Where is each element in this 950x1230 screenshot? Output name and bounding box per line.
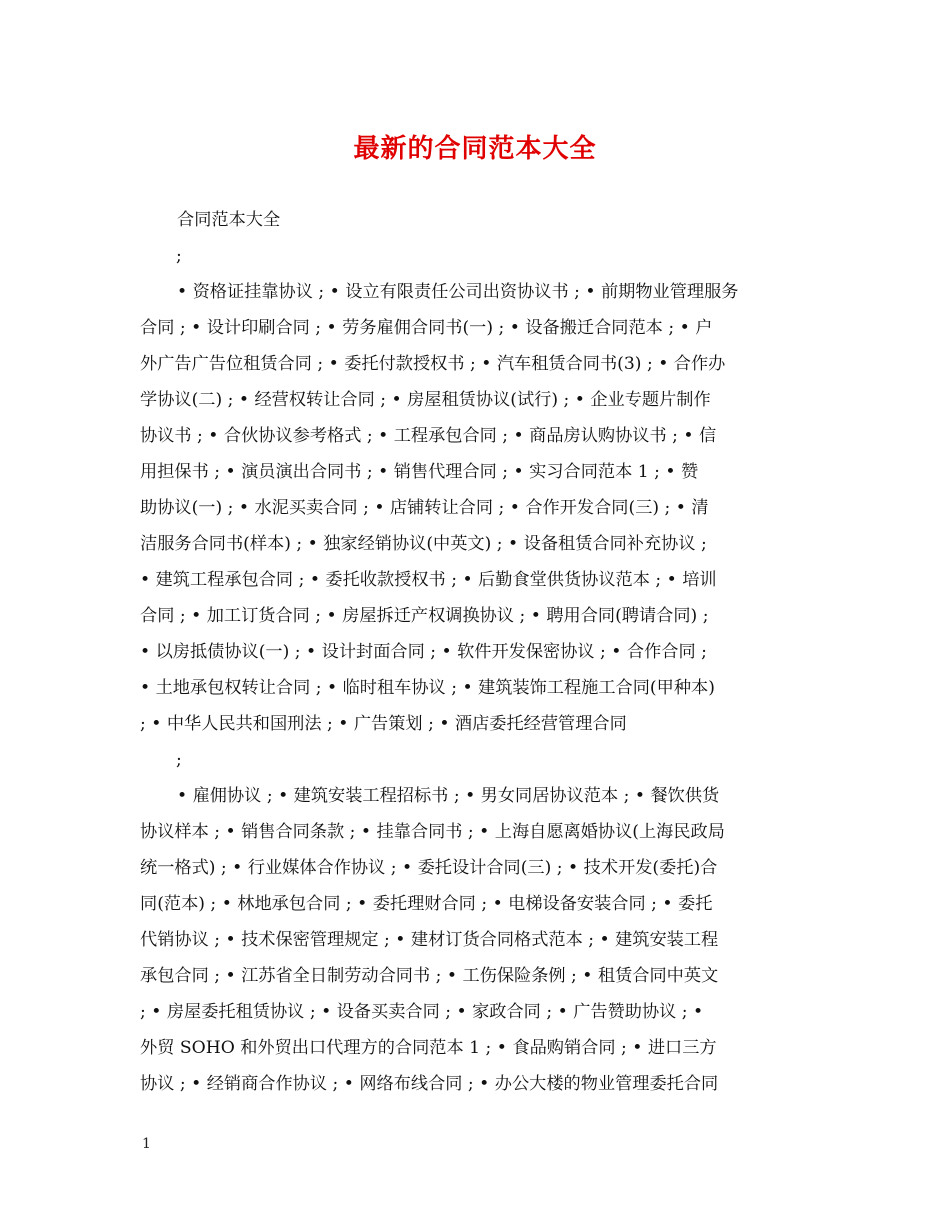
paragraph-line: ; • 中华人民共和国刑法 ; • 广告策划 ; • 酒店委托经营管理合同 [140,714,627,734]
paragraph-line: 用担保书 ; • 演员演出合同书 ; • 销售代理合同 ; • 实习合同范本 1 ; • 赞 [140,462,699,482]
paragraph-line: • 土地承包权转让合同 ; • 临时租车协议 ; • 建筑装饰工程施工合同(甲种本) [140,678,715,698]
separator-2: ; [176,750,182,770]
paragraph-line: 外广告广告位租赁合同 ; • 委托付款授权书 ; • 汽车租赁合同书(3) ; • 合作办 [140,354,726,374]
paragraph-line: • 资格证挂靠协议 ; • 设立有限责任公司出资协议书 ; • 前期物业管理服务 [177,282,739,302]
paragraph-line: 合同 ; • 加工订货合同 ; • 房屋拆迁产权调换协议 ; • 聘用合同(聘请合同) ; [140,606,709,626]
paragraph-line: • 以房抵债协议(一) ; • 设计封面合同 ; • 软件开发保密协议 ; • 合作合同 ; [140,642,707,662]
paragraph-line: 协议 ; • 经销商合作协议 ; • 网络布线合同 ; • 办公大楼的物业管理委托合同 [140,1074,719,1094]
page-number: 1 [142,1136,151,1152]
paragraph-line: 洁服务合同书(样本) ; • 独家经销协议(中英文) ; • 设备租赁合同补充协议 ; [140,534,707,554]
paragraph-line: 代销协议 ; • 技术保密管理规定 ; • 建材订货合同格式范本 ; • 建筑安装工程 [140,930,719,950]
paragraph-line: 外贸 SOHO 和外贸出口代理方的合同范本 1 ; • 食品购销合同 ; • 进口三方 [140,1038,717,1058]
paragraph-1 [140,274,812,742]
paragraph-line: 协议样本 ; • 销售合同条款 ; • 挂靠合同书 ; • 上海自愿离婚协议(上海民政局 [140,822,725,842]
separator-1: ; [176,246,182,266]
paragraph-line: 协议书 ; • 合伙协议参考格式 ; • 工程承包合同 ; • 商品房认购协议书 ; • 信 [140,426,717,446]
paragraph-line: 合同 ; • 设计印刷合同 ; • 劳务雇佣合同书(一) ; • 设备搬迁合同范本 ; • 户 [140,318,713,338]
document-subtitle: 合同范本大全 [177,210,281,230]
paragraph-line: ; • 房屋委托租赁协议 ; • 设备买卖合同 ; • 家政合同 ; • 广告赞助协议 ; • [140,1002,704,1022]
paragraph-line: 助协议(一) ; • 水泥买卖合同 ; • 店铺转让合同 ; • 合作开发合同(三) ; • 清 [140,498,709,518]
paragraph-line: 学协议(二) ; • 经营权转让合同 ; • 房屋租赁协议(试行) ; • 企业专题片制作 [140,390,711,410]
paragraph-line: 同(范本) ; • 林地承包合同 ; • 委托理财合同 ; • 电梯设备安装合同 ; • 委托 [140,894,713,914]
paragraph-line: • 建筑工程承包合同 ; • 委托收款授权书 ; • 后勤食堂供货协议范本 ; • 培训 [140,570,717,590]
document-body [140,202,812,1102]
document-title: 最新的合同范本大全 [353,134,597,164]
paragraph-2 [140,778,812,1102]
paragraph-line: • 雇佣协议 ; • 建筑安装工程招标书 ; • 男女同居协议范本 ; • 餐饮供货 [177,786,720,806]
paragraph-line: 承包合同 ; • 江苏省全日制劳动合同书 ; • 工伤保险条例 ; • 租赁合同中英文 [140,966,719,986]
paragraph-line: 统一格式) ; • 行业媒体合作协议 ; • 委托设计合同(三) ; • 技术开发(委托)合 [140,858,718,878]
